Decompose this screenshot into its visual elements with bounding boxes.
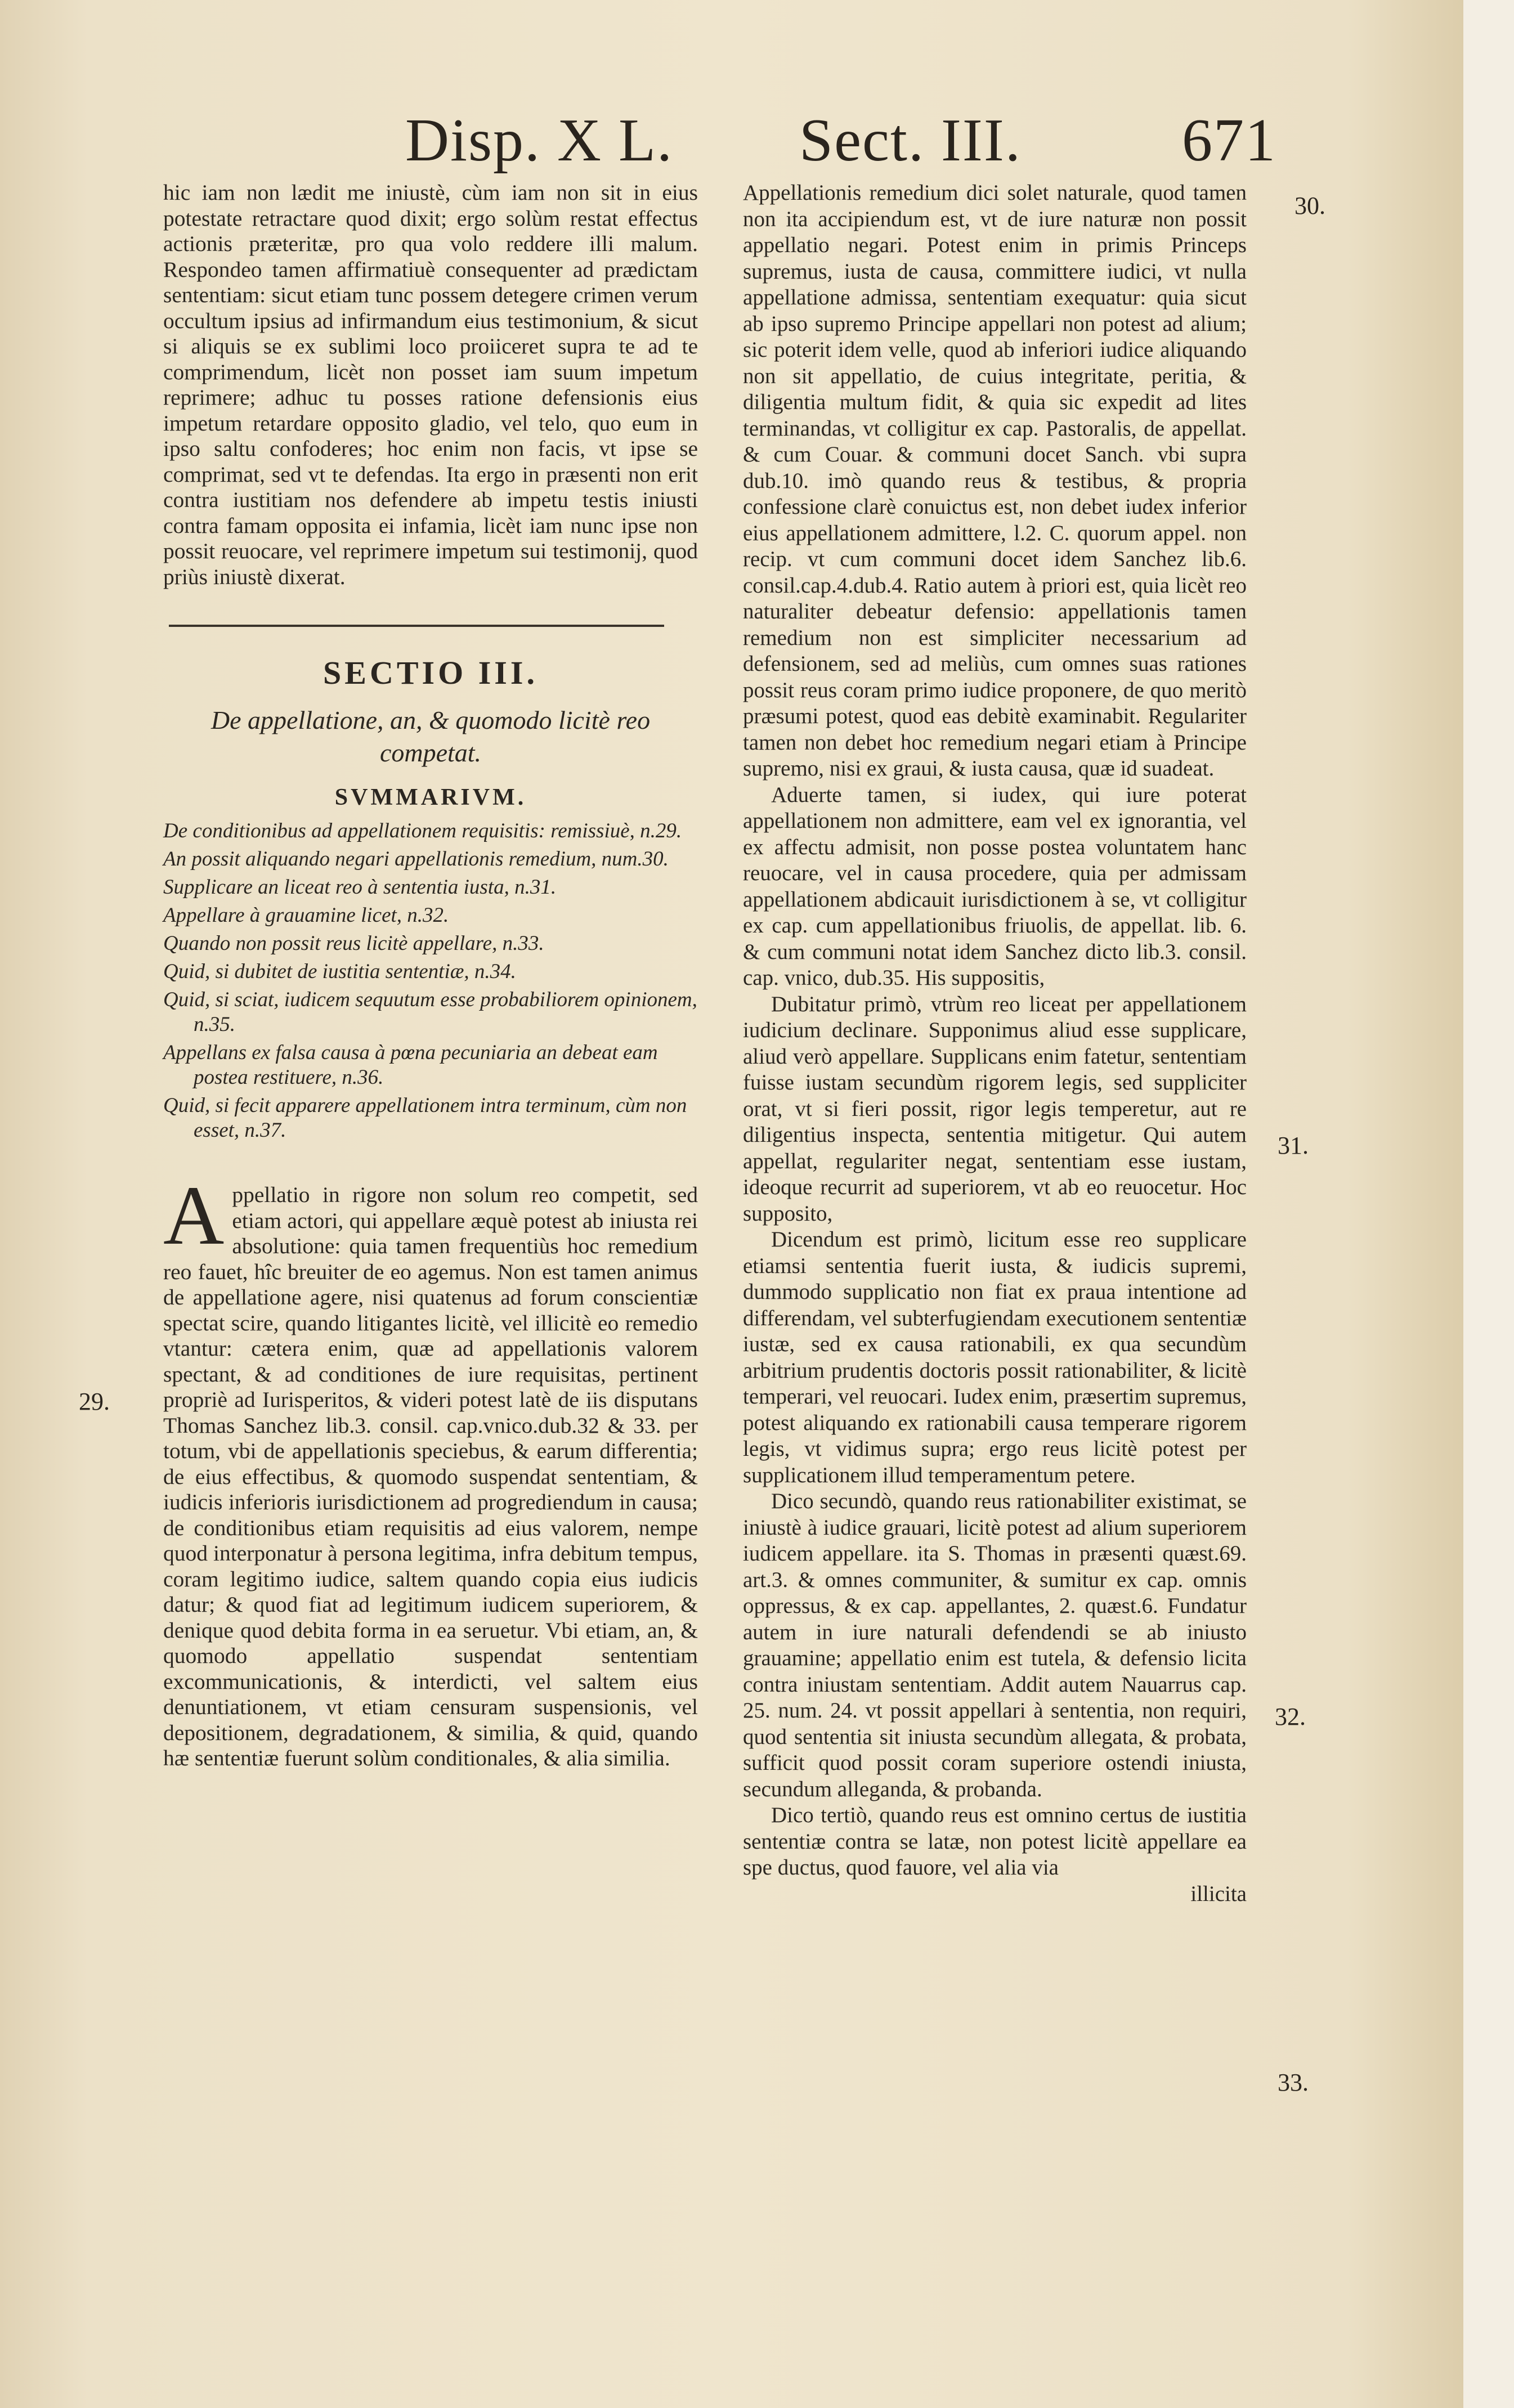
right-paragraph-4: Dicendum est primò, licitum esse reo supplicare etiamsi sententia fuerit iusta, & iudicis supremi, dummodo supplicatio non fiat ex praua intentione ad differendam, vel subterfugiendam executionem sententiæ iustæ, sed ex causa rationabili, ex qua secundùm arbitrium prudentis doctoris possit rationabiliter, & licitè temperari, vel reuocari. Iudex enim, præsertim supremus, potest aliquando ex rationabili causa temperare rigorem legis, vt vidimus supra; ergo reus licitè potest per supplicationem illud temperamentum petere. [743, 1227, 1247, 1487]
summary-item: De conditionibus ad appellationem requisitis: remissiuè, n.29. [163, 819, 682, 842]
margin-number-33: 33. [1278, 2069, 1309, 2096]
summary-item: Quid, si sciat, iudicem sequutum esse probabiliorem opinionem, n.35. [163, 988, 697, 1036]
left-body-paragraph: Appellatio in rigore non solum reo competit, sed etiam actori, qui appellare æquè potest ab iniusta rei absolutione: quia tamen frequentiùs hoc remedium reo fauet, hîc breuiter de eo agemus. Non est tamen animus de appellatione agere, nisi quatenus ad forum conscientiæ spectat scire, quando litigantes licitè, vel illicitè eo remedio vtantur: cætera enim, quæ ad appellationis valorem spectant, & ad conditiones de iure requisitas, pertinent propriè ad Iurisperitos, & videri potest latè de iis disputans Thomas Sanchez lib.3. consil. cap.vnico.dub.32 & 33. per totum, vbi de appellationis speciebus, & earum differentia; de eius effectibus, & quomodo suspendat sententiam, & iudicis inferioris iurisdictionem ad progrediendum in causa; de conditionibus etiam requisitis ad eius valorem, nempe quod interponatur à persona legitima, infra debitum tempus, coram legitimo iudice, saltem quando copia eius iudicis datur; & quod fiat ad legitimum iudicem superiorem, & denique quod debita forma in ea seruetur. Vbi etiam, an, & quomodo appellatio suspendat sententiam excommunicationis, & interdicti, vel saltem eius denuntiationem, vt etiam censuram suspensionis, vel depositionem, degradationem, & similia, & quid, quando hæ sententiæ fuerunt solùm conditionales, & alia similia. [163, 1169, 698, 1770]
section-divider [169, 625, 664, 627]
summary-item: Quid, si dubitet de iustitia sententiæ, n.34. [163, 960, 516, 983]
summary-item: Appellans ex falsa causa à pœna pecuniaria an debeat eam postea restituere, n.36. [163, 1041, 658, 1089]
summary-item: Quando non possit reus licitè appellare, n.33. [163, 932, 544, 955]
margin-number-31: 31. [1278, 1132, 1309, 1159]
catchword: illicita [1190, 1881, 1247, 1906]
right-paragraph-3: Dubitatur primò, vtrùm reo liceat per appellationem iudicium declinare. Supponimus aliud esse supplicare, aliud verò appellare. Supplicans enim fatetur, sententiam fuisse iustam secundùm rigorem legis, sed suppliciter orat, vt si fieri possit, rigor legis temperetur, aut re diligentius inspecta, sententia mitigetur. Qui autem appellat, regulariter negat, sententiam esse iustam, ideoque recurrit ad superiorem, vt ab eo reuocetur. Hoc supposito, [743, 992, 1247, 1226]
section-subtitle: De appellatione, an, & quomodo licitè reo competat. [210, 706, 651, 767]
right-paragraph-5: Dico secundò, quando reus rationabiliter existimat, se iniustè à iudice grauari, licitè potest ad alium superiorem iudicem appellare. ita S. Thomas in præsenti quæst.69. art.3. & omnes communiter, & sumitur ex cap. omnis oppressus, & ex cap. appellantes, 2. quæst.6. Fundatur autem in iure naturali defendendi se ab iniusto grauamine; appellatio enim est tutela, & defensio licita contra iniustam sententiam. Addit autem Nauarrus cap. 25. num. 24. vt possit appellari à sententia, non requiri, quod sententia sit iniusta secundùm allegata, & probata, sufficit quod possit coram superiore ostendi iniusta, secundum alleganda, & probanda. [743, 1489, 1247, 1801]
summary-item: Supplicare an liceat reo à sententia iusta, n.31. [163, 876, 557, 899]
summary-item: An possit aliquando negari appellationis remedium, num.30. [163, 847, 669, 871]
summary-item: Appellare à grauamine licet, n.32. [163, 904, 449, 927]
header-disputation: Disp. X L. [405, 107, 673, 174]
right-paragraph-1: Appellationis remedium dici solet naturale, quod tamen non ita accipiendum est, vt de iure naturæ non possit appellatio negari. Potest enim in primis Princeps supremus, iusta de causa, committere iudici, vt nulla appellatione admissa, sententiam exequatur: quia sicut ab ipso supremo Principe appellari non potest ad alium; sic poterit idem velle, quod ab inferiori iudice aliquando non sit appellatio, de cuius integritate, peritia, & diligentia multum fidit, & quia sic expedit ad lites terminandas, vt colligitur ex cap. Pastoralis, de appellat. & cum Couar. & communi docet Sanch. vbi supra dub.10. imò quando reus & testibus, & propria confessione clarè conuictus est, non debet iudex inferior eius appellationem admittere, l.2. C. quorum appel. non recip. vt cum communi docet idem Sanchez lib.6. consil.cap.4.dub.4. Ratio autem à priori est, quia licèt reo naturaliter debeatur defensio: appellationis tamen remedium non est simpliciter necessarium ad defensionem, sed ad meliùs, cum omnes suas rationes possit reus coram primo iudice proponere, de quo meritò præsumi potest, quod eas debitè examinabit. Regulariter tamen non debet hoc remedium negari etiam à Principe supremo, nisi ex graui, & iusta causa, quæ id suadeat. [743, 181, 1247, 781]
page-edge-background [1463, 0, 1514, 2408]
running-header [0, 101, 1463, 180]
header-section: Sect. III. [799, 107, 1022, 174]
right-column [743, 180, 1247, 1907]
left-intro-paragraph: hic iam non lædit me iniustè, cùm iam non sit in eius potestate retractare quod dixit; ergo solùm restat effectus actionis præteritæ, pro qua volo reddere illi malum. Respondeo tamen affirmatiuè consequenter ad prædictam sententiam: sicut etiam tunc possem detegere crimen verum occultum ipsius ad infirmandum eius testimonium, & sicut si aliquis se ex sublimi loco proiiceret supra te ad te comprimendum, licèt non posset iam suum impetum reprimere; adhuc tu posses ratione defensionis eius impetum retardare opposito gladio, vel telo, quo eum in ipso saltu confoderes; hoc enim non facis, vt ipse se comprimat, sed vt te defendas. Ita ergo in præsenti non erit contra iustitiam nos defendere ab impetu testis iniusti contra famam opposita ei infamia, licèt iam nunc ipse non possit reuocare, vel reprimere impetum sui testimonij, quod priùs iniustè dixerat. [163, 180, 698, 589]
left-column [163, 180, 698, 1772]
margin-number-29: 29. [79, 1388, 110, 1415]
summary-list [163, 819, 698, 1143]
summary-item: Quid, si fecit apparere appellationem intra terminum, cùm non esset, n.37. [163, 1094, 687, 1142]
page-number: 671 [1182, 107, 1276, 174]
summary-heading: SVMMARIVM. [334, 784, 527, 810]
margin-number-32: 32. [1275, 1703, 1306, 1730]
right-paragraph-6: Dico tertiò, quando reus est omnino certus de iustitia sententiæ contra se latæ, non potest licitè appellare ea spe ductus, quod fauore, vel alia via [743, 1803, 1247, 1880]
right-paragraph-2: Aduerte tamen, si iudex, qui iure poterat appellationem non admittere, eam vel ex ignorantia, vel ex affectu admisit, non posse postea voluntatem hanc reuocare, vel in causa procedere, quia per admissam appellationem abdicauit iurisdictionem à se, vt colligitur ex cap. cum appellationibus friuolis, de appellat. lib. 6. & cum communi notat idem Sanchez dicto lib.3. consil. cap. vnico, dub.35. His suppositis, [743, 782, 1247, 990]
section-title: SECTIO III. [323, 654, 538, 691]
margin-number-30: 30. [1294, 192, 1325, 219]
